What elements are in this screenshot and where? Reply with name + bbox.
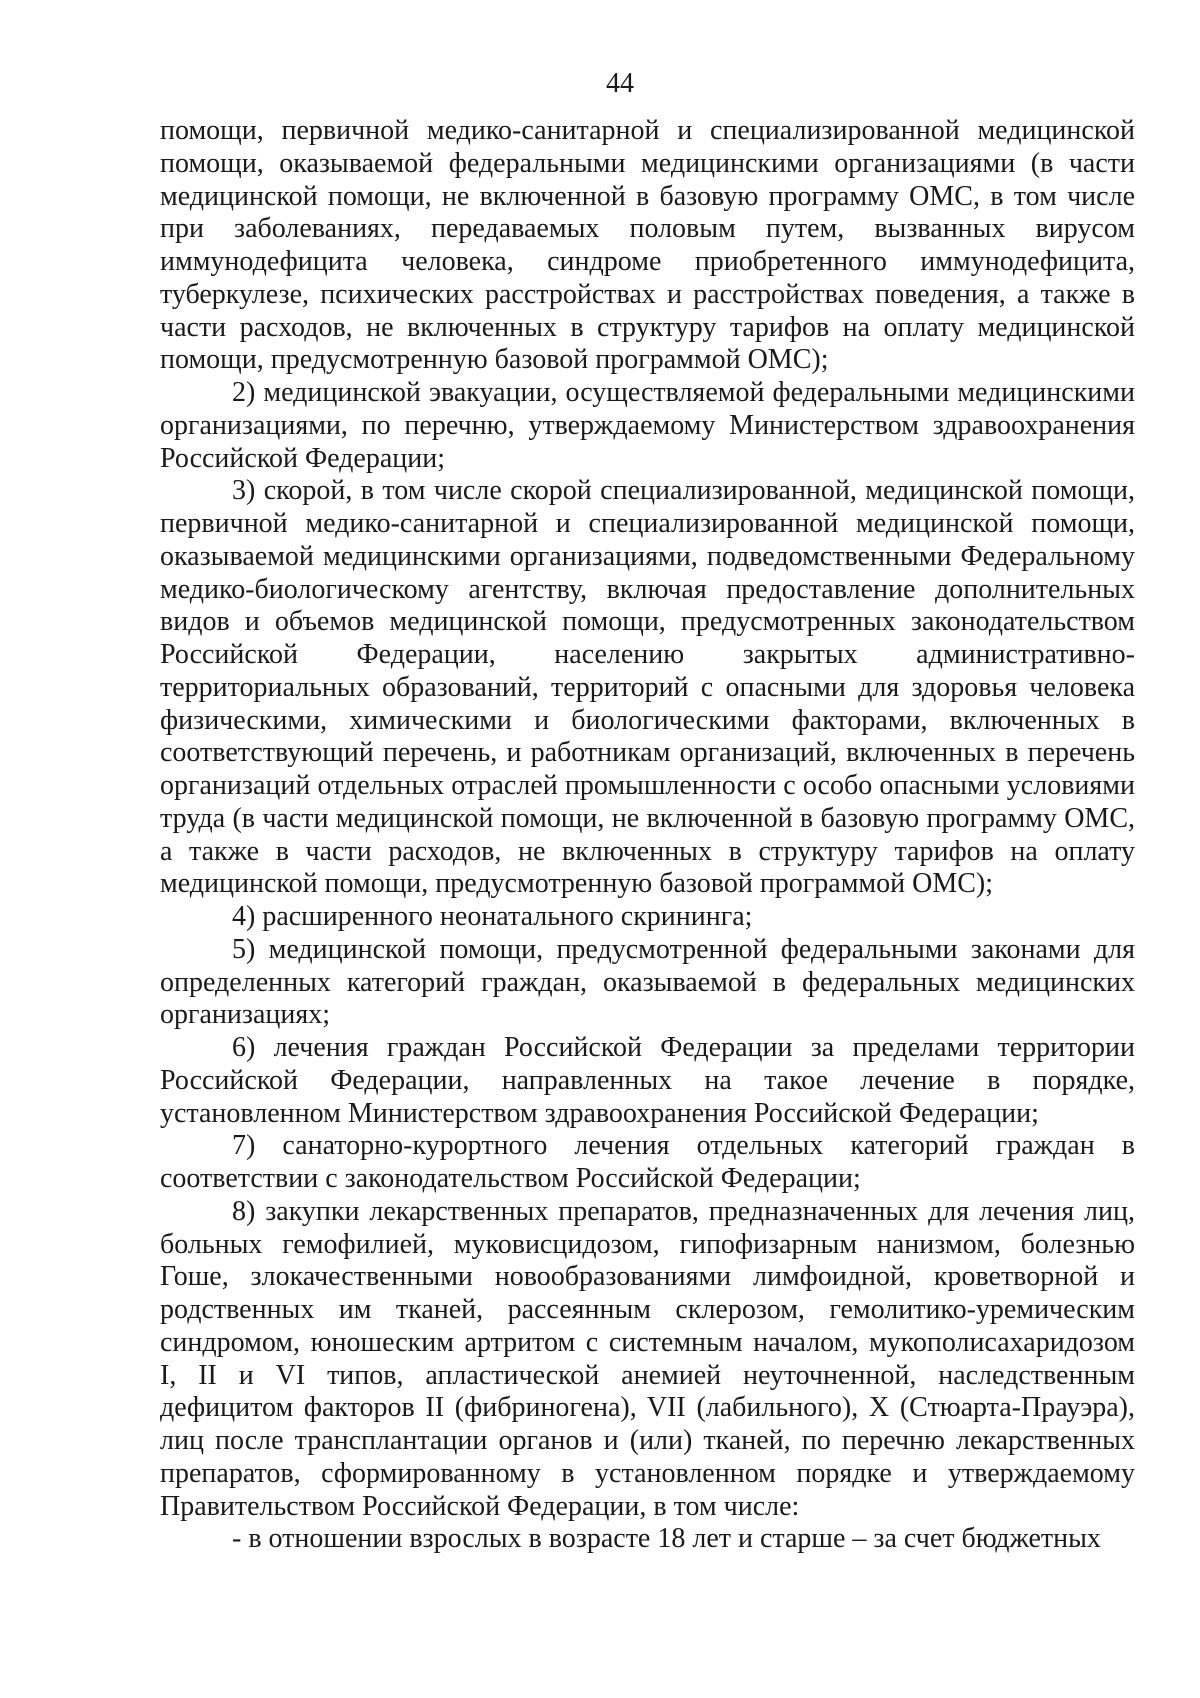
list-item-6: 6) лечения граждан Российской Федерации за пределами территории Российской Федерации, направленных на такое лечение в порядке, установленном Министерством здравоохранения Российской Федерации;	[160, 1032, 1135, 1129]
paragraph-continuation: помощи, первичной медико-санитарной и специализированной медицинской помощи, оказываемой федеральными медицинскими организациями (в части медицинской помощи, не включенной в базовую программу ОМС, в том числе при заболеваниях, передаваемых половым путем, вызванных вирусом иммунодефицита человека, синдроме приобретенного иммунодефицита, туберкулезе, психических расстройствах и расстройствах поведения, а также в части расходов, не включенных в структуру тарифов на оплату медицинской помощи, предусмотренную базовой программой ОМС);	[160, 115, 1135, 376]
list-item-4: 4) расширенного неонатального скрининга;	[232, 901, 753, 932]
list-item-3: 3) скорой, в том числе скорой специализированной, медицинской помощи, первичной медико-санитарной и специализированной медицинской помощи, оказываемой медицинскими организациями, подведомственными Федеральному медико-биологическому агентству, включая предоставление дополнительных видов и объемов медицинской помощи, предусмотренных законодательством Российской Федерации, населению закрытых административно-территориальных образований, территорий с опасными для здоровья человека физическими, химическими и биологическими факторами, включенных в соответствующий перечень, и работникам организаций, включенных в перечень организаций отдельных отраслей промышленности с особо опасными условиями труда (в части медицинской помощи, не включенной в базовую программу ОМС, а также в части расходов, не включенных в структуру тарифов на оплату медицинской помощи, предусмотренную базовой программой ОМС);	[160, 475, 1135, 900]
body-text	[160, 115, 1135, 1556]
list-item-2: 2) медицинской эвакуации, осуществляемой федеральными медицинскими организациями, по перечню, утверждаемому Министерством здравоохранения Российской Федерации;	[160, 377, 1135, 474]
list-item-7: 7) санаторно-курортного лечения отдельных категорий граждан в соответствии с законодательством Российской Федерации;	[160, 1130, 1135, 1194]
page-number: 44	[606, 68, 634, 99]
list-item-8: 8) закупки лекарственных препаратов, предназначенных для лечения лиц, больных гемофилией, муковисцидозом, гипофизарным нанизмом, болезнью Гоше, злокачественными новообразованиями лимфоидной, кроветворной и родственных им тканей, рассеянным склерозом, гемолитико-уремическим синдромом, юношеским артритом с системным началом, мукополисахаридозом I, II и VI типов, апластической анемией неуточненной, наследственным дефицитом факторов II (фибриногена), VII (лабильного), X (Стюарта-Прауэра), лиц после трансплантации органов и (или) тканей, по перечню лекарственных препаратов, сформированному в установленном порядке и утверждаемому Правительством Российской Федерации, в том числе:	[160, 1195, 1135, 1522]
sub-item-adults: - в отношении взрослых в возрасте 18 лет и старше – за счет бюджетных	[232, 1523, 1101, 1555]
list-item-5: 5) медицинской помощи, предусмотренной федеральными законами для определенных категорий граждан, оказываемой в федеральных медицинских организациях;	[160, 933, 1135, 1031]
